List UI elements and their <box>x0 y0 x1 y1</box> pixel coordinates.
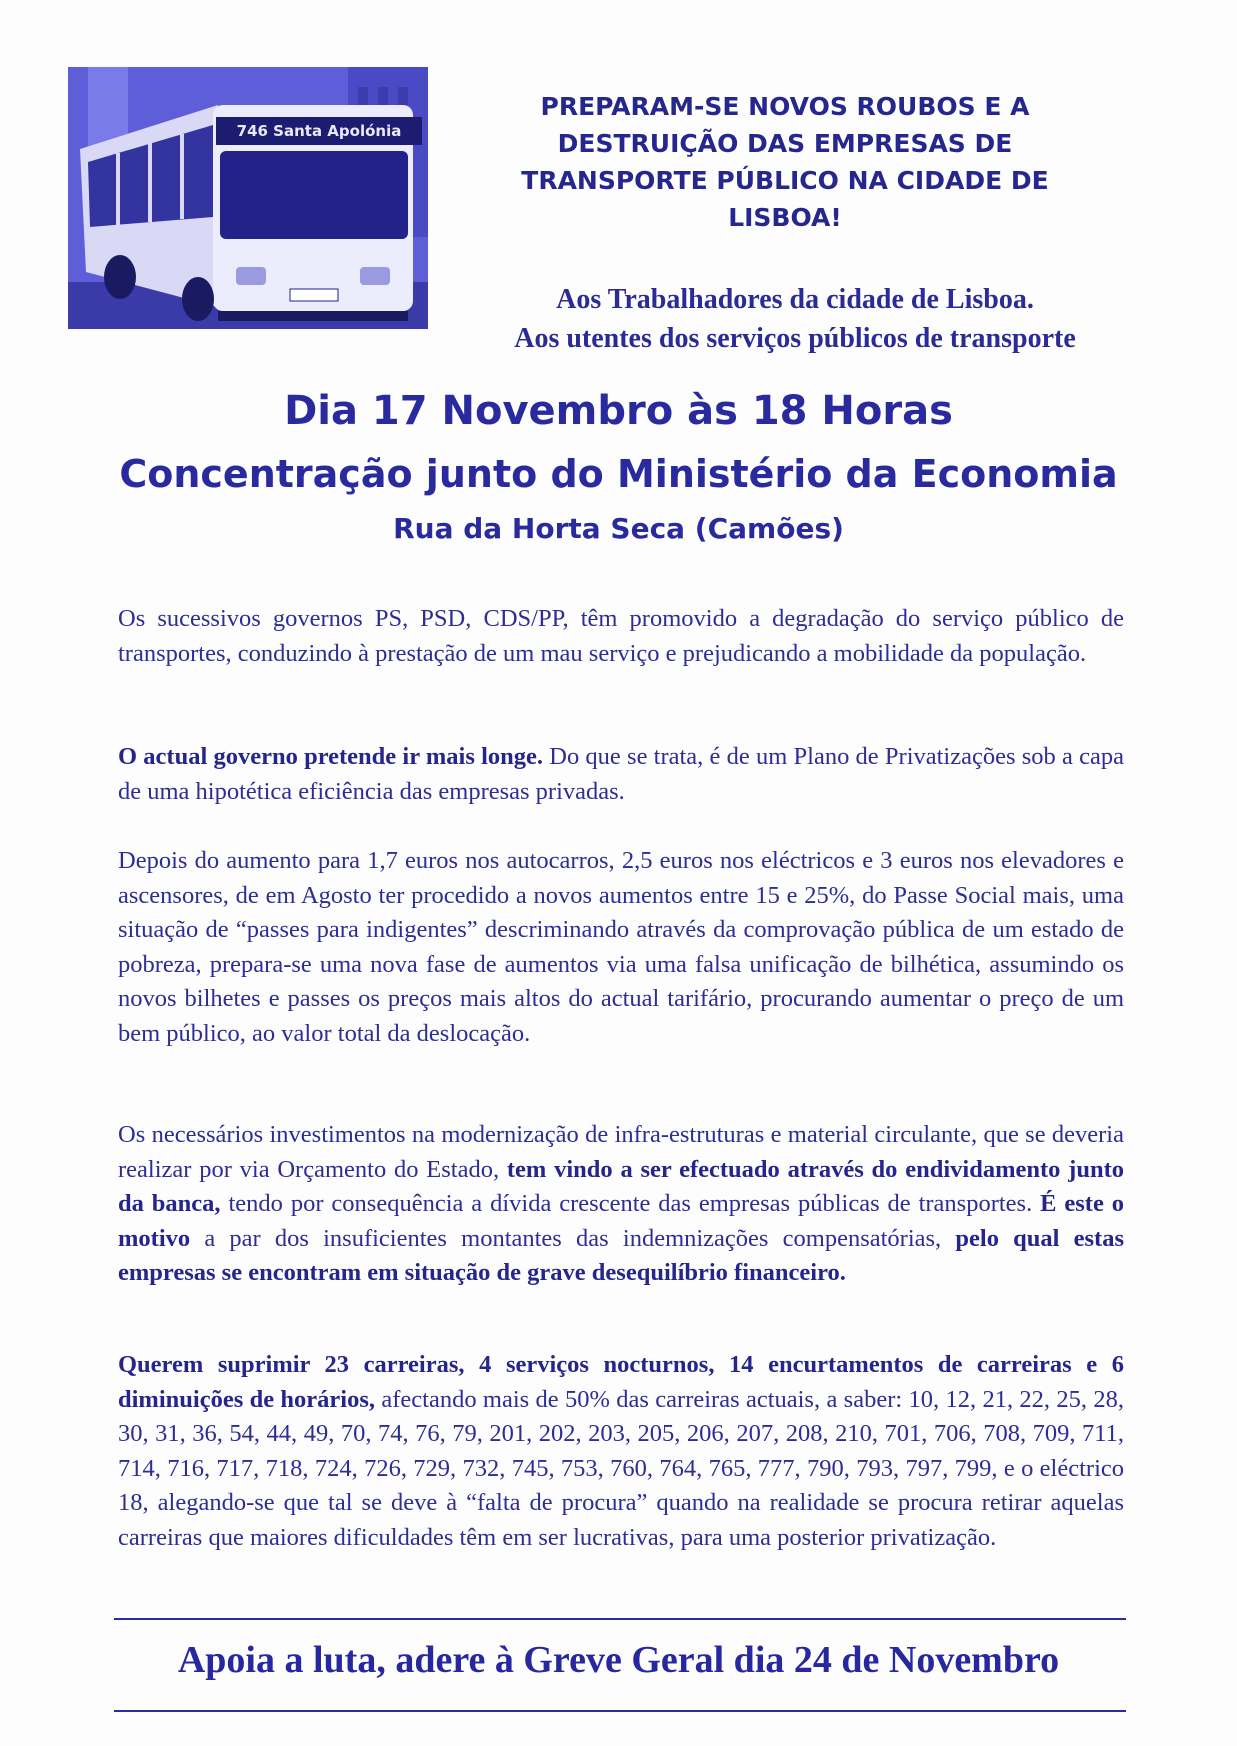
paragraph-route-cuts <box>118 1348 1124 1555</box>
bus-photo <box>68 67 428 329</box>
addressee-users: Aos utentes dos serviços públicos de transporte <box>514 323 1076 354</box>
paragraph-privatization-lead: O actual governo pretende ir mais longe. <box>118 743 544 770</box>
bus-destination-sign: 746 Santa Apolónia <box>216 117 422 145</box>
paragraph-investments-bold: pelo qual estas empresas se encontram em situação de grave desequilíbrio financeiro. <box>118 1224 1125 1286</box>
paragraph-investments-bold: tem vindo a ser efectuado através do endividamento junto da banca, <box>118 1155 1124 1217</box>
paragraph-fare-increases: Depois do aumento para 1,7 euros nos autocarros, 2,5 euros nos eléctricos e 3 euros nos elevadores e ascensores, de em Agosto ter procedido a novos aumentos entre 15 e 25%, do Passe Social mais, uma situação de “passes para indigentes” descriminando através da comprovação pública de um estado de pobreza, prepara-se uma nova fase de aumentos via uma falsa unificação de bilhética, assumindo os novos bilhetes e passes os preços mais altos do actual tarifário, procurando aumentar o preço de um bem público, ao valor total da deslocação. <box>118 847 1124 1047</box>
paragraph-investments-part: a par dos insuficientes montantes das indemnizações compensatórias, <box>190 1224 956 1252</box>
paragraph-privatization <box>118 740 1124 809</box>
paragraph-governments: Os sucessivos governos PS, PSD, CDS/PP, têm promovido a degradação do serviço público de transportes, conduzindo à prestação de um mau serviço e prejudicando a mobilidade da população. <box>118 605 1124 667</box>
paragraph-investments-part: tendo por consequência a dívida crescente das empresas públicas de transportes. <box>220 1190 1041 1217</box>
footer-slogan: Apoia a luta, adere à Greve Geral dia 24 de Novembro <box>177 1639 1060 1681</box>
paragraph-route-cuts-lead: Querem suprimir 23 carreiras, 4 serviços nocturnos, 14 encurtamentos de carreiras e 6 diminuições de horários, <box>118 1351 1124 1413</box>
footer-rule-bottom <box>114 1710 1126 1712</box>
paragraph-privatization-body: Do que se trata, é de um Plano de Privatizações sob a capa de uma hipotética eficiência das empresas privadas. <box>118 743 1124 805</box>
addressee-workers: Aos Trabalhadores da cidade de Lisboa. <box>556 284 1034 315</box>
paragraph-route-cuts-body: afectando mais de 50% das carreiras actuais, a saber: 10, 12, 21, 22, 25, 28, 30, 31, 36, 54, 44, 49, 70, 74, 76, 79, 201, 202, 203, 205, 206, 207, 208, 210, 701, 706, 708, 709, 711, 714, 716, 717, 718, 724, 726, 729, 732, 745, 753, 760, 764, 765, 777, 790, 793, 797, 799, e o eléctrico 18, alegando-se que tal se deve à “falta de procura” quando na realidade se procura retirar aquelas carreiras que maiores dificuldades têm em ser lucrativas, para uma posterior privatização. <box>118 1385 1124 1551</box>
bus-illustration <box>68 67 428 329</box>
event-date: Dia 17 Novembro às 18 Horas <box>284 388 953 434</box>
paragraph-investments <box>118 1118 1124 1291</box>
paragraph-investments-bold: É este o motivo <box>118 1190 1124 1252</box>
headline: PREPARAM-SE NOVOS ROUBOS E A DESTRUIÇÃO DAS EMPRESAS DE TRANSPORTE PÚBLICO NA CIDADE DE LISBOA! <box>521 92 1049 232</box>
paragraph-investments-part: Os necessários investimentos na modernização de infra-estruturas e material circulante, que se deveria realizar por via Orçamento do Estado, <box>118 1121 1124 1183</box>
event-place: Concentração junto do Ministério da Economia <box>119 452 1118 496</box>
footer-rule-top <box>114 1618 1126 1620</box>
addressees <box>450 280 1140 358</box>
event-street: Rua da Horta Seca (Camões) <box>393 512 844 545</box>
